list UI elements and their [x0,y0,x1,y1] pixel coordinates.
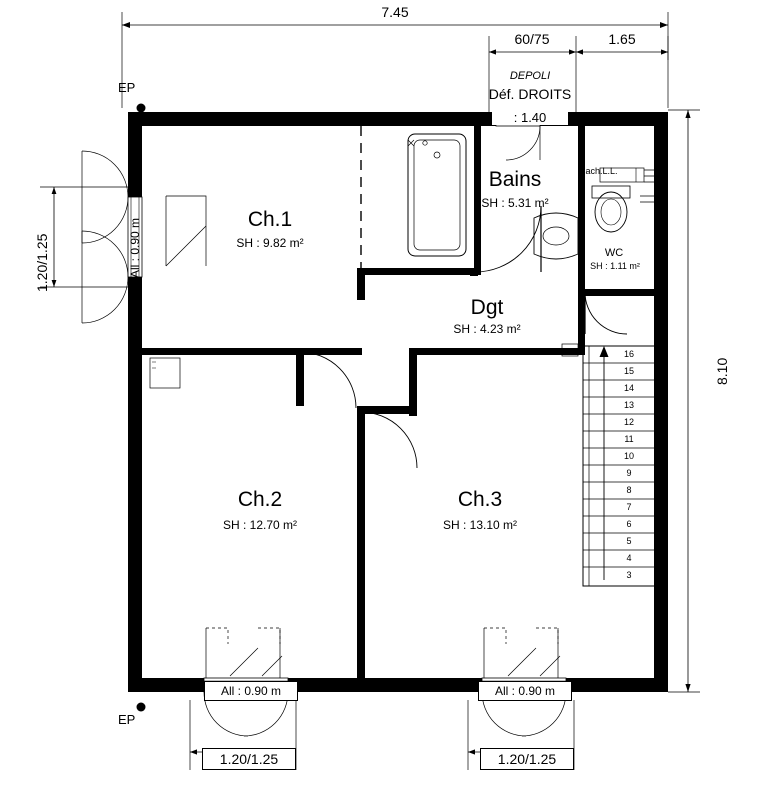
dim-top-right-segment: 1.65 [608,31,636,47]
stair-step-16: 16 [623,349,634,359]
dim-total-height: 8.10 [714,357,730,385]
stair-step-7: 7 [626,502,632,512]
room-label-dgt: Dgt [470,296,504,319]
dim-bottom-left-window: 1.20/1.25 [202,748,296,770]
room-area-ch1: SH : 9.82 m² [236,236,304,250]
ep-bottom-label: EP [118,712,136,727]
stair-step-9: 9 [626,468,632,478]
dim-bottom-right-window: 1.20/1.25 [480,748,574,770]
room-label-ch2: Ch.2 [237,488,283,511]
room-label-wc: WC [604,247,624,259]
ep-marker-top [137,104,146,113]
stair-step-10: 10 [623,451,634,461]
left-door-width-label: All : 0.90 m [128,217,142,278]
room-area-bains: SH : 5.31 m² [481,196,549,210]
ep-marker-bottom [137,703,146,712]
room-area-dgt: SH : 4.23 m² [453,322,521,336]
ep-top-label: EP [118,80,136,95]
room-area-ch3: SH : 13.10 m² [442,518,518,532]
stair-step-12: 12 [623,417,634,427]
room-label-bains: Bains [488,168,542,191]
stair-step-6: 6 [626,519,632,529]
exterior-walls [128,112,668,692]
def-droits-label: Déf. DROITS [488,86,572,102]
toilet [592,186,630,232]
stair-step-15: 15 [623,366,634,376]
room-label-ch3: Ch.3 [457,488,503,511]
stair-step-11: 11 [624,434,634,444]
stair-step-8: 8 [626,485,632,495]
staircase [583,346,655,586]
stair-step-3: 3 [626,570,632,580]
stair-step-5: 5 [626,536,632,546]
bottom-left-door-label: All : 0.90 m [204,681,298,701]
room-label-ch1: Ch.1 [247,208,293,231]
stair-step-13: 13 [623,400,634,410]
bath-window-dim: : 1.40 [492,110,568,125]
dim-left-window: 1.20/1.25 [34,233,50,292]
bottom-right-door-label: All : 0.90 m [478,681,572,701]
room-area-ch2: SH : 12.70 m² [222,518,298,532]
depoli-label: DEPOLI [509,70,551,82]
stair-step-14: 14 [623,383,634,393]
dim-top-left-segment: 60/75 [514,31,550,47]
stair-step-4: 4 [626,553,632,563]
dim-total-width: 7.45 [381,4,409,20]
room-area-wc: SH : 1.11 m² [590,261,640,271]
washing-machine-label: Mach.L.L. [578,166,618,176]
bathtub [408,134,466,256]
